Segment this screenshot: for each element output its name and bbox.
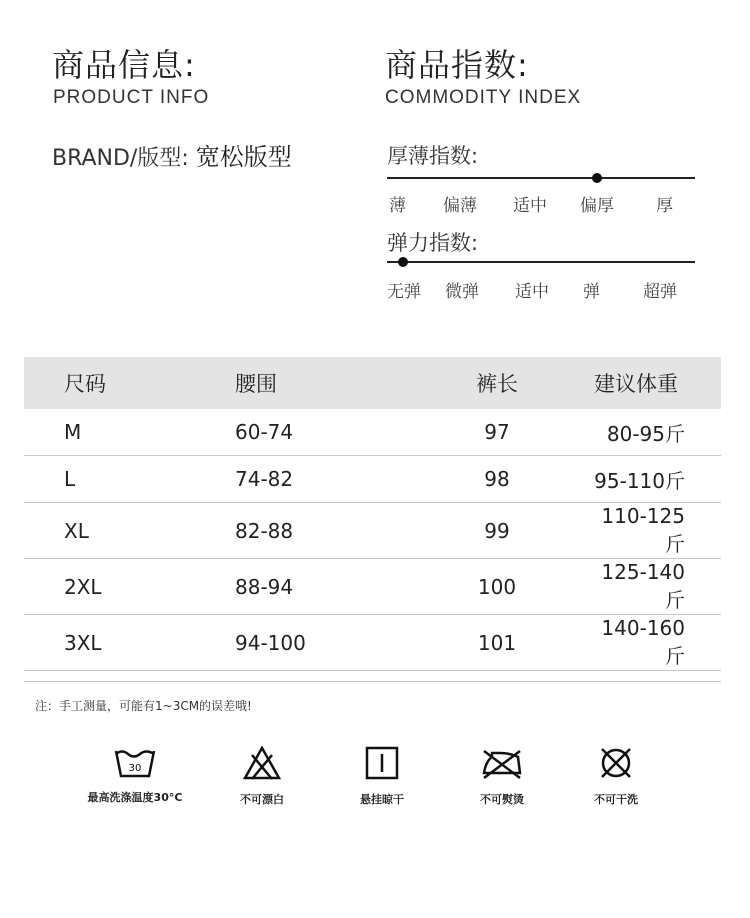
- care-item-dry-clean: [556, 745, 676, 807]
- table-row: [24, 615, 721, 671]
- table-row: [24, 559, 721, 615]
- cell-size: M: [24, 409, 235, 456]
- thickness-option: 厚: [656, 196, 673, 216]
- header-length: 裤长: [411, 357, 583, 409]
- brand-value: 宽松版型: [195, 143, 292, 171]
- elasticity-scale-line: [387, 261, 695, 263]
- header-weight: 建议体重: [583, 357, 721, 409]
- elasticity-option: 微弹: [445, 282, 479, 302]
- table-row: [24, 456, 721, 503]
- cell-size: 2XL: [24, 559, 235, 615]
- cell-weight: 125-140斤: [583, 559, 721, 615]
- care-label: 不可漂白: [240, 793, 284, 806]
- cell-waist: 74-82: [235, 456, 411, 503]
- thickness-option: 偏薄: [443, 196, 477, 216]
- cell-size: L: [24, 456, 235, 503]
- care-label: 悬挂晾干: [360, 793, 404, 806]
- table-row: [24, 503, 721, 559]
- cell-weight: 140-160斤: [583, 615, 721, 671]
- commodity-index-subtitle: COMMODITY INDEX: [385, 87, 582, 108]
- thickness-option: 偏厚: [580, 196, 614, 216]
- elasticity-option: 弹: [583, 282, 600, 302]
- care-item-iron: [442, 745, 562, 807]
- cell-waist: 88-94: [235, 559, 411, 615]
- cell-length: 101: [411, 615, 583, 671]
- no-iron-icon: [480, 745, 524, 781]
- elasticity-scale-marker: [398, 257, 408, 267]
- wash-temp-badge: 30: [128, 763, 142, 774]
- product-info-title: 商品信息:: [52, 46, 196, 84]
- cell-length: 100: [411, 559, 583, 615]
- cell-weight: 95-110斤: [583, 456, 721, 503]
- no-dry-clean-icon: [597, 745, 635, 781]
- elasticity-index-label: 弹力指数:: [387, 231, 479, 255]
- cell-size: XL: [24, 503, 235, 559]
- elasticity-option: 无弹: [387, 282, 421, 302]
- hang-dry-icon: [364, 745, 400, 781]
- cell-length: 98: [411, 456, 583, 503]
- care-item-hang-dry: [322, 745, 442, 807]
- thickness-option: 薄: [389, 196, 406, 216]
- size-table: [24, 357, 721, 671]
- care-label: 最高洗涤温度30°C: [87, 791, 183, 804]
- commodity-index-title: 商品指数:: [385, 46, 529, 84]
- measurement-note: 注：手工测量，可能有1~3CM的误差哦!: [35, 699, 252, 713]
- care-item-wash: [75, 745, 195, 805]
- cell-waist: 60-74: [235, 409, 411, 456]
- no-bleach-icon: [242, 745, 282, 781]
- thickness-scale-marker: [592, 173, 602, 183]
- section-divider: [24, 681, 721, 682]
- header-size: 尺码: [24, 357, 235, 409]
- cell-weight: 80-95斤: [583, 409, 721, 456]
- elasticity-option: 适中: [515, 282, 549, 302]
- thickness-scale-line: [387, 177, 695, 179]
- care-item-bleach: [202, 745, 322, 807]
- thickness-index-label: 厚薄指数:: [387, 144, 479, 168]
- brand-label: BRAND/版型:: [52, 146, 189, 171]
- table-row: [24, 409, 721, 456]
- wash-30-icon: [113, 745, 157, 779]
- cell-length: 99: [411, 503, 583, 559]
- header-waist: 腰围: [235, 357, 411, 409]
- cell-waist: 82-88: [235, 503, 411, 559]
- cell-length: 97: [411, 409, 583, 456]
- elasticity-option: 超弹: [643, 282, 677, 302]
- cell-size: 3XL: [24, 615, 235, 671]
- care-label: 不可熨烫: [480, 793, 524, 806]
- care-label: 不可干洗: [594, 793, 638, 806]
- thickness-option: 适中: [513, 196, 547, 216]
- cell-waist: 94-100: [235, 615, 411, 671]
- product-info-subtitle: PRODUCT INFO: [53, 87, 210, 108]
- size-table-header: [24, 357, 721, 409]
- cell-weight: 110-125斤: [583, 503, 721, 559]
- brand-row: [52, 137, 292, 172]
